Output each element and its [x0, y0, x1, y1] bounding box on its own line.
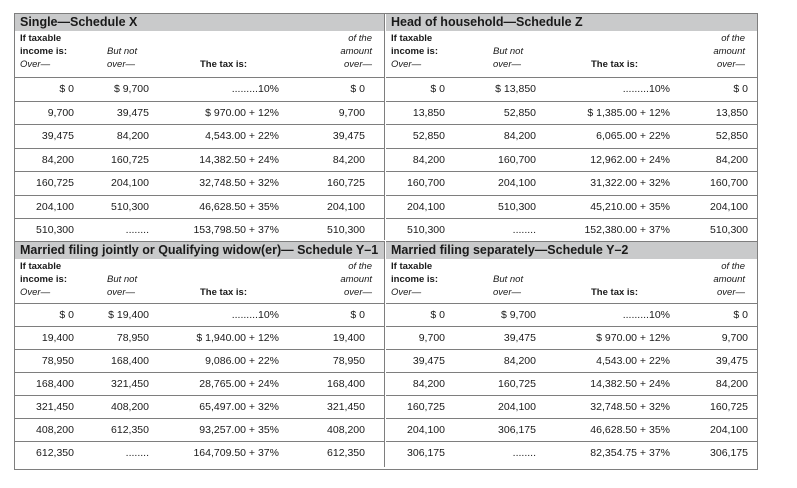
but-not-over-cell: 84,200 — [503, 355, 536, 367]
column-headers — [386, 31, 757, 78]
header-of-amount-over: of the amount over— — [340, 33, 372, 70]
tax-is-cell: 32,748.50 + 32% — [199, 177, 279, 189]
of-amount-over-cell: 204,100 — [710, 424, 748, 436]
tax-rate-schedules — [14, 13, 758, 470]
income-over-cell: 612,350 — [36, 447, 74, 459]
but-not-over-cell: 84,200 — [116, 130, 149, 142]
of-amount-over-cell: 510,300 — [710, 224, 748, 236]
header-income-over: If taxable income is: Over— — [391, 33, 438, 70]
of-amount-over-cell: 9,700 — [338, 106, 365, 119]
but-not-over-cell: 408,200 — [111, 401, 149, 413]
tax-is-cell: 6,065.00 + 22% — [596, 130, 670, 142]
tax-is-cell: 46,628.50 + 35% — [199, 200, 279, 213]
income-over-cell: $ 0 — [430, 309, 445, 321]
table-row — [386, 219, 757, 242]
tax-is-cell: 152,380.00 + 37% — [584, 224, 670, 236]
tax-is-cell: 4,543.00 + 22% — [205, 130, 279, 142]
table-row — [15, 196, 384, 220]
bracket-rows — [386, 78, 757, 242]
income-over-cell: 84,200 — [412, 378, 445, 390]
but-not-over-cell: 321,450 — [111, 378, 149, 390]
income-over-cell: 160,725 — [407, 401, 445, 413]
income-over-cell: 408,200 — [36, 424, 74, 436]
table-row — [386, 125, 757, 149]
header-of-amount-over: of the amount over— — [713, 33, 745, 70]
tax-is-cell: 28,765.00 + 24% — [199, 378, 279, 390]
but-not-over-cell: 39,475 — [503, 332, 536, 344]
but-not-over-cell: ........ — [512, 447, 536, 459]
table-row — [15, 419, 384, 442]
but-not-over-cell: ........ — [512, 224, 536, 236]
table-row — [15, 149, 384, 173]
tax-is-cell: $ 1,940.00 + 12% — [196, 332, 279, 344]
but-not-over-cell: 39,475 — [116, 106, 149, 119]
of-amount-over-cell: 160,700 — [710, 177, 748, 189]
table-row — [386, 78, 757, 102]
but-not-over-cell: 84,200 — [503, 130, 536, 142]
but-not-over-cell: 510,300 — [111, 200, 149, 213]
tax-is-cell: 46,628.50 + 35% — [590, 424, 670, 436]
header-but-not-over: But not over— — [107, 46, 138, 70]
income-over-cell: 160,700 — [407, 177, 445, 189]
income-over-cell: 160,725 — [36, 177, 74, 189]
table-row — [386, 350, 757, 373]
table-row — [386, 304, 757, 327]
table-row — [386, 327, 757, 350]
but-not-over-cell: 306,175 — [498, 424, 536, 436]
but-not-over-cell: 204,100 — [498, 401, 536, 413]
tax-is-cell: 31,322.00 + 32% — [590, 177, 670, 189]
tax-is-cell: $ 970.00 + 12% — [596, 332, 670, 344]
income-over-cell: 168,400 — [36, 378, 74, 390]
table-row — [386, 442, 757, 464]
table-row — [386, 102, 757, 126]
but-not-over-cell: $ 9,700 — [500, 309, 536, 321]
tax-is-cell: .........10% — [622, 309, 670, 321]
schedule-y2-married-separately — [386, 241, 757, 467]
but-not-over-cell: 204,100 — [498, 177, 536, 189]
tax-is-cell: $ 970.00 + 12% — [205, 106, 279, 119]
income-over-cell: 78,950 — [41, 355, 74, 367]
of-amount-over-cell: 204,100 — [327, 200, 365, 213]
but-not-over-cell: $ 13,850 — [495, 83, 536, 95]
of-amount-over-cell: 510,300 — [327, 224, 365, 236]
table-row — [15, 442, 384, 464]
schedule-title: Single—Schedule X — [15, 14, 384, 31]
of-amount-over-cell: 39,475 — [332, 130, 365, 142]
header-but-not-over: But not over— — [493, 46, 524, 70]
of-amount-over-cell: 13,850 — [715, 106, 748, 119]
income-over-cell: 84,200 — [412, 153, 445, 166]
table-row — [386, 172, 757, 196]
tax-is-cell: 14,382.50 + 24% — [590, 378, 670, 390]
bracket-rows — [386, 304, 757, 464]
table-row — [386, 196, 757, 220]
of-amount-over-cell: 321,450 — [327, 401, 365, 413]
but-not-over-cell: 160,725 — [111, 153, 149, 166]
table-row — [386, 149, 757, 173]
income-over-cell: 13,850 — [412, 106, 445, 119]
tax-is-cell: .........10% — [231, 309, 279, 321]
but-not-over-cell: 510,300 — [498, 200, 536, 213]
income-over-cell: 321,450 — [36, 401, 74, 413]
income-over-cell: 19,400 — [41, 332, 74, 344]
column-headers — [15, 31, 384, 78]
table-row — [15, 125, 384, 149]
but-not-over-cell: $ 9,700 — [113, 83, 149, 95]
schedule-z-head-of-household — [386, 14, 757, 240]
tax-is-cell: 93,257.00 + 35% — [199, 424, 279, 436]
header-but-not-over: But not over— — [107, 274, 138, 298]
table-row — [15, 304, 384, 327]
table-row — [386, 373, 757, 396]
but-not-over-cell: ........ — [125, 224, 149, 236]
income-over-cell: 306,175 — [407, 447, 445, 459]
but-not-over-cell: $ 19,400 — [108, 309, 149, 321]
tax-is-cell: .........10% — [622, 83, 670, 95]
but-not-over-cell: 160,700 — [498, 153, 536, 166]
tax-is-cell: 153,798.50 + 37% — [193, 224, 279, 236]
header-tax-is: The tax is: — [200, 287, 247, 298]
of-amount-over-cell: $ 0 — [733, 83, 748, 95]
of-amount-over-cell: 408,200 — [327, 424, 365, 436]
header-income-over: If taxable income is: Over— — [20, 261, 67, 298]
of-amount-over-cell: 84,200 — [332, 153, 365, 166]
of-amount-over-cell: 84,200 — [715, 153, 748, 166]
header-of-amount-over: of the amount over— — [340, 261, 372, 298]
table-row — [15, 172, 384, 196]
of-amount-over-cell: 306,175 — [710, 447, 748, 459]
header-of-amount-over: of the amount over— — [713, 261, 745, 298]
but-not-over-cell: 612,350 — [111, 424, 149, 436]
of-amount-over-cell: 168,400 — [327, 378, 365, 390]
tax-is-cell: 32,748.50 + 32% — [590, 401, 670, 413]
of-amount-over-cell: $ 0 — [733, 309, 748, 321]
but-not-over-cell: 78,950 — [116, 332, 149, 344]
income-over-cell: $ 0 — [59, 83, 74, 95]
income-over-cell: 39,475 — [412, 355, 445, 367]
tax-is-cell: 12,962.00 + 24% — [590, 153, 670, 166]
tax-is-cell: $ 1,385.00 + 12% — [587, 106, 670, 119]
income-over-cell: 510,300 — [407, 224, 445, 236]
tax-is-cell: 45,210.00 + 35% — [590, 200, 670, 213]
but-not-over-cell: 204,100 — [111, 177, 149, 189]
income-over-cell: $ 0 — [59, 309, 74, 321]
table-row — [15, 396, 384, 419]
of-amount-over-cell: $ 0 — [350, 83, 365, 95]
income-over-cell: 204,100 — [36, 200, 74, 213]
schedule-title: Married filing jointly or Qualifying widow(er)— Schedule Y–1 — [15, 242, 384, 259]
header-tax-is: The tax is: — [200, 59, 247, 70]
column-headers — [15, 259, 384, 304]
income-over-cell: 204,100 — [407, 424, 445, 436]
header-tax-is: The tax is: — [591, 59, 638, 70]
income-over-cell: 9,700 — [418, 332, 445, 344]
tax-is-cell: 65,497.00 + 32% — [199, 401, 279, 413]
table-row — [386, 419, 757, 442]
income-over-cell: 52,850 — [412, 130, 445, 142]
income-over-cell: 39,475 — [41, 130, 74, 142]
tax-is-cell: 9,086.00 + 22% — [205, 355, 279, 367]
tax-is-cell: 82,354.75 + 37% — [590, 447, 670, 459]
of-amount-over-cell: $ 0 — [350, 309, 365, 321]
tax-is-cell: .........10% — [231, 83, 279, 95]
table-row — [15, 350, 384, 373]
bracket-rows — [15, 304, 384, 464]
column-headers — [386, 259, 757, 304]
table-row — [386, 396, 757, 419]
table-row — [15, 327, 384, 350]
of-amount-over-cell: 612,350 — [327, 447, 365, 459]
schedule-title: Married filing separately—Schedule Y–2 — [386, 242, 757, 259]
of-amount-over-cell: 39,475 — [715, 355, 748, 367]
table-row — [15, 373, 384, 396]
income-over-cell: 9,700 — [47, 106, 74, 119]
header-income-over: If taxable income is: Over— — [20, 33, 67, 70]
schedule-title: Head of household—Schedule Z — [386, 14, 757, 31]
of-amount-over-cell: 78,950 — [332, 355, 365, 367]
table-row — [15, 78, 384, 102]
schedule-y1-married-jointly — [15, 241, 385, 467]
bracket-rows — [15, 78, 384, 242]
header-tax-is: The tax is: — [591, 287, 638, 298]
but-not-over-cell: 160,725 — [498, 378, 536, 390]
table-row — [15, 219, 384, 242]
income-over-cell: 84,200 — [41, 153, 74, 166]
of-amount-over-cell: 160,725 — [327, 177, 365, 189]
of-amount-over-cell: 19,400 — [332, 332, 365, 344]
of-amount-over-cell: 84,200 — [715, 378, 748, 390]
header-but-not-over: But not over— — [493, 274, 524, 298]
of-amount-over-cell: 52,850 — [715, 130, 748, 142]
table-row — [15, 102, 384, 126]
income-over-cell: 204,100 — [407, 200, 445, 213]
tax-is-cell: 4,543.00 + 22% — [596, 355, 670, 367]
of-amount-over-cell: 204,100 — [710, 200, 748, 213]
income-over-cell: 510,300 — [36, 224, 74, 236]
tax-is-cell: 14,382.50 + 24% — [199, 153, 279, 166]
but-not-over-cell: 52,850 — [503, 106, 536, 119]
of-amount-over-cell: 9,700 — [721, 332, 748, 344]
header-income-over: If taxable income is: Over— — [391, 261, 438, 298]
but-not-over-cell: 168,400 — [111, 355, 149, 367]
but-not-over-cell: ........ — [125, 447, 149, 459]
income-over-cell: $ 0 — [430, 83, 445, 95]
schedule-x-single — [15, 14, 385, 240]
of-amount-over-cell: 160,725 — [710, 401, 748, 413]
tax-is-cell: 164,709.50 + 37% — [193, 447, 279, 459]
